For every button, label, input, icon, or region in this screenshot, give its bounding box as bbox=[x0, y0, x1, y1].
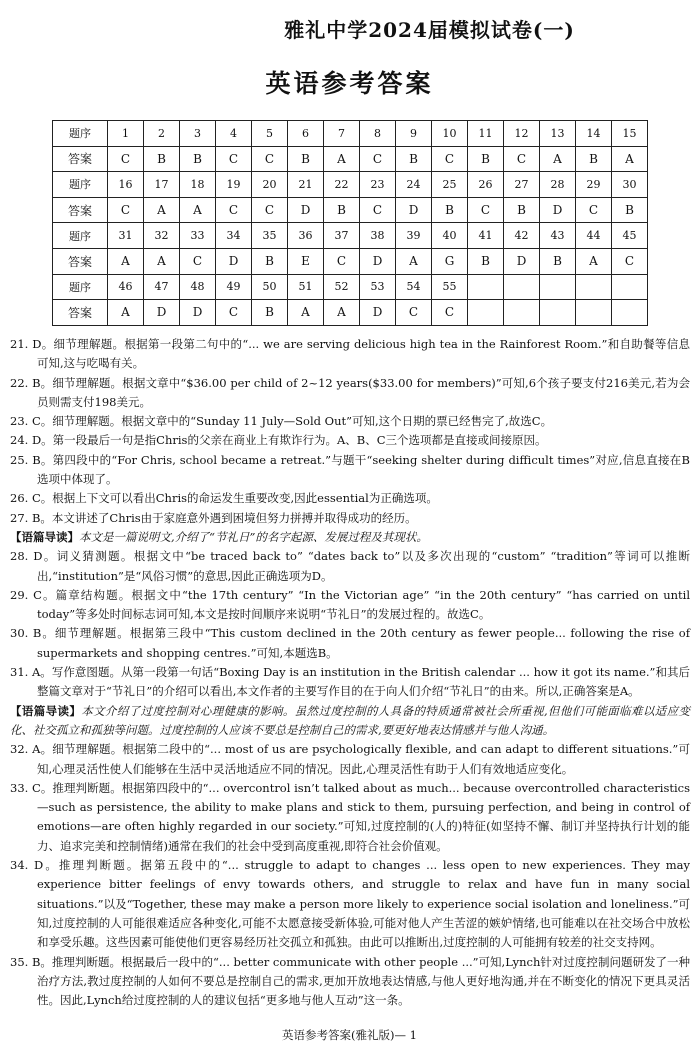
answer-explanation: 33. C。推理判断题。根据第四段中的“... overcontrol isn’t talked about as much... because overcontrolled characteristics—such as persistence, the ability to make plans and stick to them, pursuing perfection, and being in control of emotions—are often highly regarded in our society.”可知,过度控制的(人的)特征(如坚持不懈、制订并坚持执行计划的能力、追求完美和控制情绪)通常在我们的社会中受到高度重视,即符合社会价值观。 bbox=[10, 780, 690, 853]
row-label: 题序 bbox=[53, 223, 108, 249]
document-title: 英语参考答案 bbox=[265, 69, 434, 98]
question-number-cell: 52 bbox=[324, 274, 360, 300]
question-number-cell: 54 bbox=[396, 274, 432, 300]
explanations bbox=[10, 335, 690, 1010]
answer-cell: B bbox=[252, 300, 288, 326]
question-number-cell: 8 bbox=[360, 121, 396, 147]
row-label: 题序 bbox=[53, 121, 108, 147]
answer-explanation: 21. D。细节理解题。根据第一段第二句中的“... we are serving delicious high tea in the Rainforest Room.”和自助餐等信息可知,这与吃喝有关。 bbox=[10, 337, 690, 371]
answer-cell: C bbox=[576, 197, 612, 223]
question-number-cell: 30 bbox=[612, 172, 648, 198]
answer-cell: C bbox=[504, 146, 540, 172]
question-number-cell: 34 bbox=[216, 223, 252, 249]
page-footer: 英语参考答案(雅礼版)— 1 bbox=[282, 1028, 417, 1042]
answer-cell: A bbox=[576, 248, 612, 274]
answer-cell: C bbox=[252, 197, 288, 223]
question-number-cell: 37 bbox=[324, 223, 360, 249]
answer-cell: D bbox=[504, 248, 540, 274]
question-number-cell: 3 bbox=[180, 121, 216, 147]
answer-cell: B bbox=[576, 146, 612, 172]
answer-explanation: 35. B。推理判断题。根据最后一段中的“... better communicate with other people ...”可知,Lynch针对过度控制问题研发了一种治疗方法,教过度控制的人如何不要总是控制自己的需求,更加开放地表达情感,与他人更好地沟通,并在不断变化的情况下更具灵活性。因此,Lynch给过度控制的人的建议包括“更多地与他人互动”这一条。 bbox=[10, 954, 690, 1008]
reading-guide-text: 本文介绍了过度控制对心理健康的影响。虽然过度控制的人具备的特质通常被社会所重视,但他们可能面临难以适应变化、社交孤立和孤独等问题。过度控制的人应该不要总是控制自己的需求,要更好地表达情感并与他人沟通。 bbox=[10, 703, 691, 737]
answer-cell: B bbox=[612, 197, 648, 223]
answer-explanation: 27. B。本文讲述了Chris由于家庭意外遇到困境但努力拼搏并取得成功的经历。 bbox=[10, 510, 417, 525]
question-number-cell: 32 bbox=[144, 223, 180, 249]
answer-cell: B bbox=[432, 197, 468, 223]
answer-cell: C bbox=[108, 197, 144, 223]
question-number-cell: 26 bbox=[468, 172, 504, 198]
question-number-cell: 48 bbox=[180, 274, 216, 300]
question-number-cell: 4 bbox=[216, 121, 252, 147]
answer-explanation: 26. C。根据上下文可以看出Chris的命运发生重要改变,因此essential为正确选项。 bbox=[10, 491, 438, 506]
answer-row bbox=[53, 197, 648, 223]
answer-cell: C bbox=[216, 146, 252, 172]
answer-cell: D bbox=[216, 248, 252, 274]
row-label: 答案 bbox=[53, 197, 108, 223]
question-number-cell: 16 bbox=[108, 172, 144, 198]
answer-cell: C bbox=[360, 197, 396, 223]
reading-guide-tag: 【语篇导读】 bbox=[10, 529, 79, 544]
question-number-cell: 19 bbox=[216, 172, 252, 198]
row-label: 答案 bbox=[53, 248, 108, 274]
answer-cell: D bbox=[540, 197, 576, 223]
answer-cell: C bbox=[252, 146, 288, 172]
answer-cell: A bbox=[324, 300, 360, 326]
question-number-cell: 45 bbox=[612, 223, 648, 249]
question-number-cell: 38 bbox=[360, 223, 396, 249]
answer-cell: D bbox=[396, 197, 432, 223]
answer-cell: B bbox=[468, 248, 504, 274]
answer-cell: A bbox=[396, 248, 432, 274]
answer-cell: B bbox=[396, 146, 432, 172]
question-number-cell: 53 bbox=[360, 274, 396, 300]
question-number-cell: 22 bbox=[324, 172, 360, 198]
question-number-cell: 24 bbox=[396, 172, 432, 198]
question-number-cell: 20 bbox=[252, 172, 288, 198]
answer-cell: A bbox=[612, 146, 648, 172]
question-number-cell: 17 bbox=[144, 172, 180, 198]
answer-cell: C bbox=[468, 197, 504, 223]
question-number-cell: 44 bbox=[576, 223, 612, 249]
answer-cell: D bbox=[360, 248, 396, 274]
question-number-cell: 50 bbox=[252, 274, 288, 300]
answer-cell: D bbox=[180, 300, 216, 326]
answer-table bbox=[52, 120, 648, 326]
answer-explanation: 24. D。第一段最后一句是指Chris的父亲在商业上有欺诈行为。A、B、C三个选项都是直接或间接原因。 bbox=[10, 433, 547, 448]
answer-explanation: 34. D。推理判断题。据第五段中的“... struggle to adapt to changes ... less open to new experiences. They may experience bitter feelings of envy towards others, and struggle to relax and have fun in many social situations.”以及“Together, these may make a person more likely to experience social isolation and loneliness.”可知,过度控制的人可能很难适应各种变化,可能不太愿意接受新体验,可能对他人产生苦涩的嫉妒情绪,也可能难以在社交场合中放松和享受乐趣。这些因素可能使他们更容易经历社交孤立和孤独。由此可以推断出,过度控制的人可能拥有较差的社交支持网。 bbox=[10, 858, 690, 950]
answer-cell: C bbox=[216, 300, 252, 326]
answer-cell: B bbox=[144, 146, 180, 172]
row-label: 答案 bbox=[53, 300, 108, 326]
question-number-cell: 49 bbox=[216, 274, 252, 300]
question-number-cell: 41 bbox=[468, 223, 504, 249]
answer-cell bbox=[540, 300, 576, 326]
question-number-cell bbox=[576, 274, 612, 300]
question-number-cell: 36 bbox=[288, 223, 324, 249]
answer-cell: A bbox=[144, 248, 180, 274]
answer-cell: D bbox=[288, 197, 324, 223]
question-number-cell: 39 bbox=[396, 223, 432, 249]
answer-row bbox=[53, 248, 648, 274]
answer-cell: E bbox=[288, 248, 324, 274]
question-number-cell: 47 bbox=[144, 274, 180, 300]
answer-explanation: 23. C。细节理解题。根据文章中的“Sunday 11 July—Sold Out”可知,这个日期的票已经售完了,故选C。 bbox=[10, 414, 553, 429]
question-number-cell: 40 bbox=[432, 223, 468, 249]
row-label: 题序 bbox=[53, 172, 108, 198]
answer-cell bbox=[468, 300, 504, 326]
question-number-cell: 9 bbox=[396, 121, 432, 147]
answer-explanation: 32. A。细节理解题。根据第二段中的“... most of us are psychologically flexible, and can adapt to different situations.”可知,心理灵活性使人们能够在生活中灵活地适应不同的情况。因此,心理灵活性有助于人们有效地适应变化。 bbox=[10, 742, 690, 776]
question-number-cell: 1 bbox=[108, 121, 144, 147]
answer-cell bbox=[504, 300, 540, 326]
exam-title: 雅礼中学2024届模拟试卷(一) bbox=[284, 18, 575, 42]
question-number-cell: 6 bbox=[288, 121, 324, 147]
answer-cell: A bbox=[108, 300, 144, 326]
answer-cell: C bbox=[324, 248, 360, 274]
question-number-cell: 25 bbox=[432, 172, 468, 198]
answer-cell: C bbox=[216, 197, 252, 223]
answer-cell: C bbox=[360, 146, 396, 172]
question-number-cell: 23 bbox=[360, 172, 396, 198]
answer-explanation: 25. B。第四段中的“For Chris, school became a retreat.”与题干“seeking shelter during difficult times”对应,信息直接在B选项中体现了。 bbox=[10, 452, 690, 487]
question-number-row bbox=[53, 172, 648, 198]
reading-guide bbox=[10, 702, 690, 741]
answer-cell: B bbox=[504, 197, 540, 223]
answer-cell: B bbox=[540, 248, 576, 274]
question-number-cell bbox=[612, 274, 648, 300]
answer-cell: D bbox=[360, 300, 396, 326]
answer-cell: C bbox=[612, 248, 648, 274]
answer-cell: A bbox=[144, 197, 180, 223]
question-number-cell: 55 bbox=[432, 274, 468, 300]
answer-explanation: 28. D。词义猜测题。根据文中“be traced back to” “dates back to”以及多次出现的“custom” “tradition”等词可以推断出,“institution”是“风俗习惯”的意思,因此正确选项为D。 bbox=[10, 549, 690, 583]
question-number-cell bbox=[540, 274, 576, 300]
question-number-cell: 18 bbox=[180, 172, 216, 198]
question-number-row bbox=[53, 274, 648, 300]
question-number-cell: 46 bbox=[108, 274, 144, 300]
question-number-cell: 31 bbox=[108, 223, 144, 249]
question-number-cell: 2 bbox=[144, 121, 180, 147]
question-number-cell: 35 bbox=[252, 223, 288, 249]
answer-cell: C bbox=[108, 146, 144, 172]
reading-guide-text: 本文是一篇说明文,介绍了“节礼日”的名字起源、发展过程及其现状。 bbox=[79, 529, 428, 544]
answer-cell bbox=[612, 300, 648, 326]
answer-cell: B bbox=[180, 146, 216, 172]
question-number-cell: 7 bbox=[324, 121, 360, 147]
answer-cell bbox=[576, 300, 612, 326]
row-label: 答案 bbox=[53, 146, 108, 172]
question-number-cell: 14 bbox=[576, 121, 612, 147]
answer-cell: A bbox=[288, 300, 324, 326]
question-number-cell: 21 bbox=[288, 172, 324, 198]
question-number-cell: 13 bbox=[540, 121, 576, 147]
question-number-cell: 11 bbox=[468, 121, 504, 147]
answer-explanation: 31. A。写作意图题。从第一段第一句话“Boxing Day is an institution in the British calendar ... how it got its name.”和其后整篇文章对于“节礼日”的介绍可以看出,本文作者的主要写作目的在于向人们介绍“节礼日”的由来。所以,正确答案是A。 bbox=[10, 665, 690, 699]
question-number-cell: 42 bbox=[504, 223, 540, 249]
answer-cell: A bbox=[180, 197, 216, 223]
answer-explanation: 22. B。细节理解题。根据文章中“$36.00 per child of 2~12 years($33.00 for members)”可知,6个孩子要支付216美元,若为会员则需支付198美元。 bbox=[10, 375, 690, 409]
answer-cell: G bbox=[432, 248, 468, 274]
question-number-cell: 12 bbox=[504, 121, 540, 147]
answer-cell: A bbox=[540, 146, 576, 172]
answer-row bbox=[53, 300, 648, 326]
answer-row bbox=[53, 146, 648, 172]
answer-cell: A bbox=[108, 248, 144, 274]
answer-cell: B bbox=[288, 146, 324, 172]
answer-cell: C bbox=[432, 300, 468, 326]
question-number-cell: 28 bbox=[540, 172, 576, 198]
question-number-cell: 10 bbox=[432, 121, 468, 147]
question-number-cell: 5 bbox=[252, 121, 288, 147]
reading-guide bbox=[10, 528, 690, 547]
answer-cell: B bbox=[324, 197, 360, 223]
question-number-cell: 27 bbox=[504, 172, 540, 198]
question-number-cell: 15 bbox=[612, 121, 648, 147]
answer-cell: D bbox=[144, 300, 180, 326]
row-label: 题序 bbox=[53, 274, 108, 300]
question-number-cell: 29 bbox=[576, 172, 612, 198]
answer-cell: C bbox=[180, 248, 216, 274]
question-number-cell: 43 bbox=[540, 223, 576, 249]
answer-cell: B bbox=[252, 248, 288, 274]
question-number-row bbox=[53, 121, 648, 147]
question-number-cell: 33 bbox=[180, 223, 216, 249]
question-number-cell bbox=[504, 274, 540, 300]
answer-cell: C bbox=[432, 146, 468, 172]
question-number-row bbox=[53, 223, 648, 249]
question-number-cell bbox=[468, 274, 504, 300]
reading-guide-tag: 【语篇导读】 bbox=[10, 703, 82, 718]
answer-explanation: 29. C。篇章结构题。根据文中“the 17th century” “In the Victorian age” “in the 20th century” “has carried on until today”等多处时间标志词可知,本文是按时间顺序来说明“节礼日”的发展过程的。故选C。 bbox=[10, 587, 690, 622]
answer-cell: A bbox=[324, 146, 360, 172]
answer-explanation: 30. B。细节理解题。根据第三段中“This custom declined in the 20th century as fewer people... following the rise of supermarkets and shopping centres.”可知,本题选B。 bbox=[10, 626, 690, 660]
answer-cell: C bbox=[396, 300, 432, 326]
question-number-cell: 51 bbox=[288, 274, 324, 300]
answer-cell: B bbox=[468, 146, 504, 172]
